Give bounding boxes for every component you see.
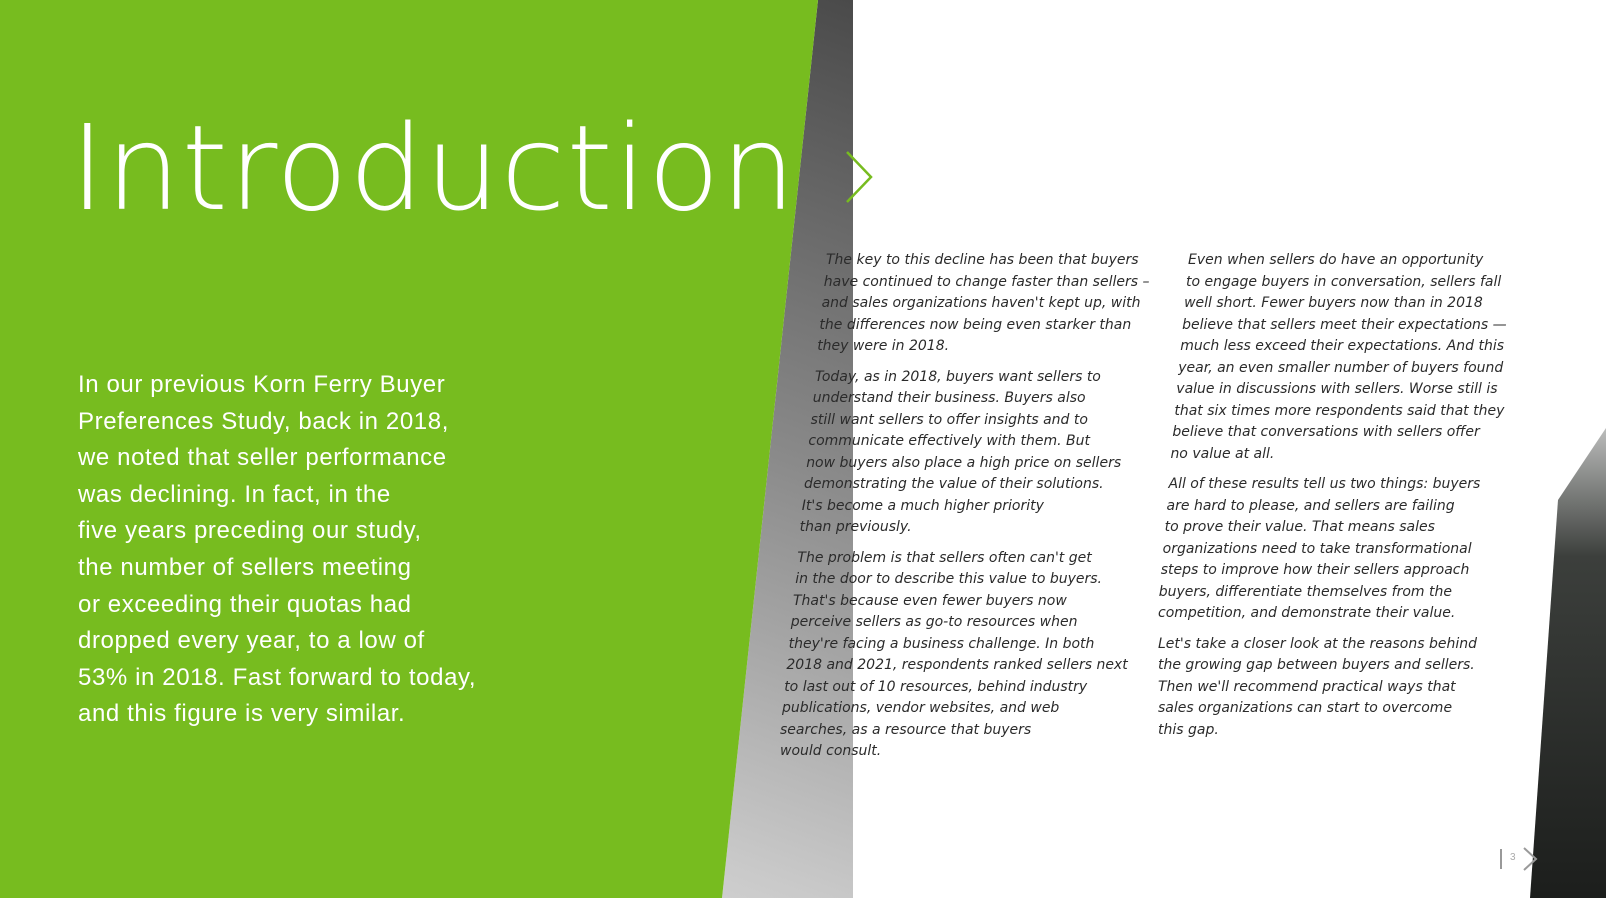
body-line: perceive sellers as go-to resources when [790,614,1078,630]
body-line: Then we'll recommend practical ways that [1158,678,1456,695]
text-column-2 [1158,250,1507,750]
body-line: The problem is that sellers often can't get [797,549,1092,566]
body-line: Let's take a closer look at the reasons behind [1158,635,1477,652]
body-paragraph [1158,634,1507,742]
lead-line: the number of sellers meeting [78,553,412,581]
lead-line: or exceeding their quotas had [78,590,412,618]
body-paragraph [1158,474,1507,625]
lead-line: Preferences Study, back in 2018, [78,407,449,435]
decorative-dark-edge [1530,0,1606,898]
body-line: well short. Fewer buyers now than in 2018 [1184,295,1483,311]
body-line: to last out of 10 resources, behind industry [784,678,1088,695]
body-line: and sales organizations haven't kept up, with [821,295,1141,311]
body-paragraph [780,250,1149,358]
body-line: 2018 and 2021, respondents ranked sellers next [786,657,1128,673]
body-line: would consult. [780,743,882,759]
body-line: buyers, differentiate themselves from the [1158,583,1452,600]
body-line: communicate effectively with them. But [808,433,1090,449]
body-line: sales organizations can start to overcome [1158,700,1453,716]
body-paragraph [1158,250,1507,465]
lead-line: dropped every year, to a low of [78,627,425,655]
body-line: in the door to describe this value to buyers. [795,571,1102,587]
body-line: the growing gap between buyers and sellers. [1158,657,1475,673]
body-line: the differences now being even starker than [819,316,1132,333]
next-page-chevron-icon[interactable] [1522,846,1538,872]
lead-text [78,367,558,733]
body-line: All of these results tell us two things: buyers [1168,476,1481,492]
page-number: 3 [1510,852,1516,863]
lead-line: In our previous Korn Ferry Buyer [78,371,446,398]
body-line: no value at all. [1170,445,1275,462]
body-line: to engage buyers in conversation, sellers fall [1186,273,1502,290]
body-line: believe that conversations with sellers offer [1172,424,1480,440]
body-line: searches, as a resource that buyers [780,721,1032,738]
body-line: Even when sellers do have an opportunity [1188,252,1484,268]
text-column-1 [780,250,1149,772]
body-line: have continued to change faster than sellers – [823,273,1150,290]
body-paragraph [780,548,1149,763]
chevron-right-icon [845,150,875,204]
body-line: publications, vendor websites, and web [782,700,1060,716]
lead-line: was declining. In fact, in the [78,480,391,508]
body-line: year, an even smaller number of buyers found [1178,359,1504,376]
body-line: organizations need to take transformational [1162,540,1472,557]
body-line: they were in 2018. [817,338,950,354]
body-line: That's because even fewer buyers now [793,592,1067,609]
body-line: that six times more respondents said that they [1174,402,1505,419]
body-line: than previously. [799,519,912,535]
body-line: much less exceed their expectations. And this [1180,338,1504,354]
page-number-divider [1500,849,1502,869]
body-line: are hard to please, and sellers are failing [1166,497,1455,514]
body-line: believe that sellers meet their expectations — [1182,316,1507,333]
body-line: still want sellers to offer insights and to [810,411,1088,428]
body-paragraph [780,367,1149,539]
lead-line: 53% in 2018. Fast forward to today, [78,663,477,691]
body-line: It's become a much higher priority [801,497,1044,514]
body-line: they're facing a business challenge. In both [788,635,1095,652]
page-title: Introduction [70,99,797,237]
body-line: understand their business. Buyers also [812,390,1086,406]
body-line: this gap. [1158,721,1219,738]
body-line: The key to this decline has been that buyers [826,252,1139,268]
body-line: demonstrating the value of their solutions. [804,476,1104,492]
body-line: to prove their value. That means sales [1164,519,1435,535]
lead-line: and this figure is very similar. [78,700,406,728]
body-line: steps to improve how their sellers approach [1160,562,1470,578]
lead-line: five years preceding our study, [78,517,422,545]
lead-line: we noted that seller performance [78,444,447,472]
body-line: Today, as in 2018, buyers want sellers to [815,368,1101,385]
body-line: competition, and demonstrate their value. [1158,605,1456,621]
lead-paragraph [78,367,558,733]
body-line: now buyers also place a high price on sellers [806,454,1122,471]
body-line: value in discussions with sellers. Worse still is [1176,381,1498,397]
